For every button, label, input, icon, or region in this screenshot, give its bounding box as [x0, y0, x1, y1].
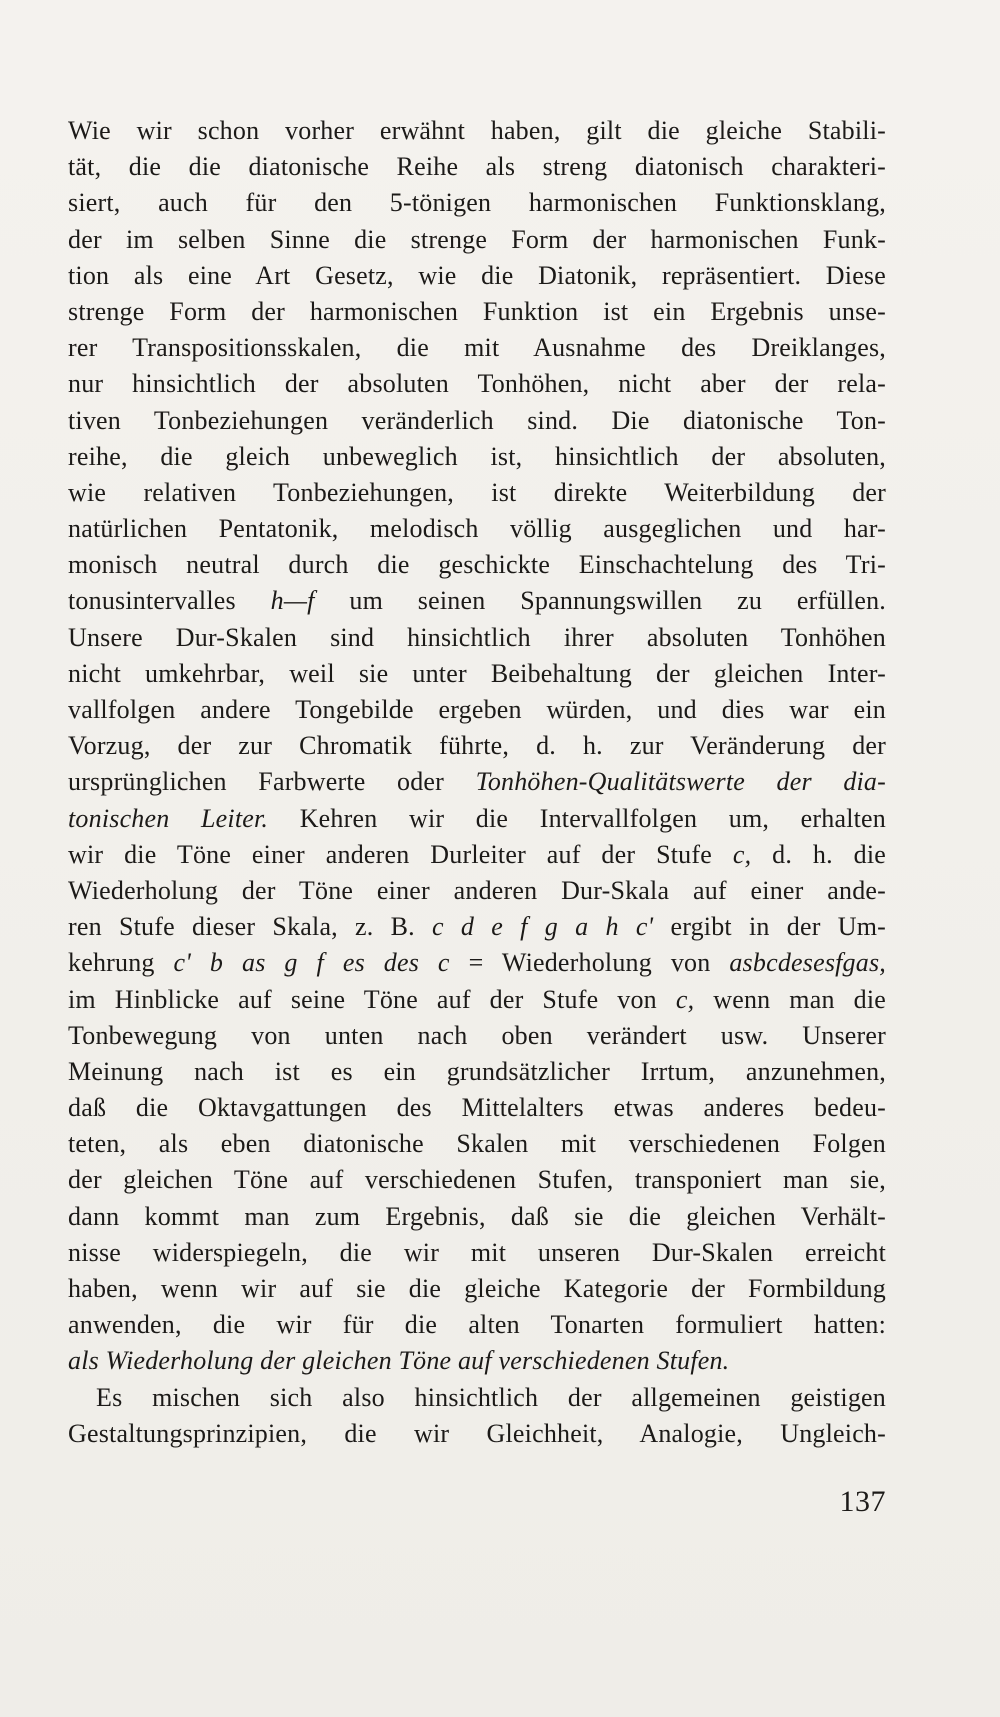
italic-text: als Wiederholung der gleichen Töne auf verschiedenen Stufen.: [68, 1346, 730, 1376]
text-segment: d. h. die: [751, 839, 887, 869]
text-segment: wie relativen Tonbeziehungen, ist direkte Weiterbildung der: [68, 477, 886, 507]
text-segment: tiven Tonbeziehungen veränderlich sind. Die diatonische Ton-: [68, 405, 886, 435]
text-segment: Tonbewegung von unten nach oben verändert usw. Unserer: [68, 1020, 886, 1050]
text-segment: ergibt in der Um-: [653, 912, 887, 942]
text-line: [68, 583, 886, 619]
text-line: [68, 547, 886, 583]
text-line: [68, 222, 886, 258]
text-segment: Es mischen sich also hinsichtlich der allgemeinen geistigen: [96, 1382, 886, 1412]
text-line: [68, 873, 886, 909]
text-line: [68, 620, 886, 656]
text-segment: Wie wir schon vorher erwähnt haben, gilt die gleiche Stabili-: [68, 116, 886, 145]
text-line: [68, 330, 886, 366]
text-line: [68, 475, 886, 511]
text-line: [68, 1380, 886, 1416]
text-line: [68, 1416, 886, 1452]
text-segment: Kehren wir die Intervallfolgen um, erhalten: [268, 803, 886, 833]
text-line: [68, 837, 886, 873]
text-segment: vallfolgen andere Tongebilde ergeben würden, und dies war ein: [68, 695, 886, 724]
text-segment: nisse widerspiegeln, die wir mit unseren Dur-Skalen erreicht: [68, 1237, 886, 1267]
italic-text: Tonhöhen-Qualitätswerte der dia-: [475, 767, 886, 797]
text-segment: Wiederholung der Töne einer anderen Dur-Skala auf einer ande-: [68, 875, 886, 905]
text-segment: rer Transpositionsskalen, die mit Ausnahme des Dreiklanges,: [68, 333, 886, 363]
text-line: [68, 692, 886, 728]
text-segment: wir die Töne einer anderen Durleiter auf der Stufe: [68, 839, 733, 869]
italic-text: asbcdesesfgas,: [729, 948, 886, 978]
text-line: [68, 1054, 886, 1090]
text-segment: tonusintervalles: [68, 586, 271, 616]
text-segment: ren Stufe dieser Skala, z. B.: [68, 912, 433, 942]
text-segment: dann kommt man zum Ergebnis, daß sie die gleichen Verhält-: [68, 1201, 886, 1231]
text-segment: Meinung nach ist es ein grundsätzlicher Irrtum, anzunehmen,: [68, 1056, 886, 1086]
text-line: [68, 764, 886, 800]
text-segment: natürlichen Pentatonik, melodisch völlig ausgeglichen und har-: [68, 514, 886, 544]
text-line: [68, 982, 886, 1018]
text-segment: im Hinblicke auf seine Töne auf der Stufe von: [68, 984, 676, 1014]
text-segment: daß die Oktavgattungen des Mittelalters etwas anderes bedeu-: [68, 1093, 886, 1123]
text-line: [68, 1090, 886, 1126]
italic-text: c,: [732, 839, 752, 869]
text-line: [68, 728, 886, 764]
text-line: [68, 511, 886, 547]
text-line: [68, 403, 886, 439]
text-segment: Gestaltungsprinzipien, die wir Gleichheit, Analogie, Ungleich-: [68, 1418, 886, 1448]
italic-text: c' b as g f es des c: [173, 948, 450, 978]
text-segment: haben, wenn wir auf sie die gleiche Kategorie der Formbildung: [68, 1274, 886, 1303]
text-segment: tät, die die diatonische Reihe als streng diatonisch charakteri-: [68, 152, 886, 182]
text-segment: nur hinsichtlich der absoluten Tonhöhen, nicht aber der rela-: [68, 369, 886, 399]
text-line: [68, 1271, 886, 1307]
text-line: [68, 439, 886, 475]
text-line: [68, 945, 886, 981]
text-line: [68, 149, 886, 185]
text-line: [68, 1199, 886, 1235]
text-segment: Unsere Dur-Skalen sind hinsichtlich ihrer absoluten Tonhöhen: [68, 622, 886, 652]
body-text: [68, 113, 886, 1452]
italic-text: c,: [675, 984, 695, 1014]
text-line: [68, 909, 886, 945]
text-line: [68, 1343, 886, 1379]
text-segment: Vorzug, der zur Chromatik führte, d. h. zur Veränderung der: [68, 731, 886, 761]
text-line: [68, 1307, 886, 1343]
text-line: [68, 185, 886, 221]
text-line: [68, 113, 886, 149]
text-segment: = Wiederholung von: [449, 948, 730, 978]
text-line: [68, 801, 886, 837]
text-line: [68, 294, 886, 330]
text-segment: teten, als eben diatonische Skalen mit verschiedenen Folgen: [68, 1129, 886, 1159]
text-segment: kehrung: [68, 948, 174, 978]
text-segment: um seinen Spannungswillen zu erfüllen.: [314, 586, 886, 616]
italic-text: c d e f g a h c': [432, 912, 654, 942]
page-number: 137: [839, 1485, 886, 1518]
text-line: [68, 1126, 886, 1162]
text-line: [68, 1235, 886, 1271]
text-segment: reihe, die gleich unbeweglich ist, hinsichtlich der absoluten,: [68, 441, 886, 471]
text-line: [68, 366, 886, 402]
text-line: [68, 258, 886, 294]
text-line: [68, 656, 886, 692]
text-segment: monisch neutral durch die geschickte Einschachtelung des Tri-: [68, 550, 886, 580]
text-segment: der im selben Sinne die strenge Form der harmonischen Funk-: [68, 224, 886, 254]
text-line: [68, 1162, 886, 1198]
text-segment: strenge Form der harmonischen Funktion ist ein Ergebnis unse-: [68, 296, 886, 326]
text-segment: der gleichen Töne auf verschiedenen Stufen, transponiert man sie,: [68, 1165, 886, 1195]
text-segment: siert, auch für den 5-tönigen harmonischen Funktionsklang,: [68, 188, 886, 218]
text-segment: anwenden, die wir für die alten Tonarten formuliert hatten:: [68, 1310, 886, 1340]
text-segment: tion als eine Art Gesetz, wie die Diatonik, repräsentiert. Diese: [68, 260, 886, 290]
text-line: [68, 1018, 886, 1054]
text-segment: wenn man die: [694, 984, 886, 1014]
text-segment: ursprünglichen Farbwerte oder: [68, 767, 476, 797]
text-segment: nicht umkehrbar, weil sie unter Beibehaltung der gleichen Inter-: [68, 658, 886, 688]
italic-text: tonischen Leiter.: [68, 803, 269, 833]
italic-text: h—f: [270, 586, 315, 616]
